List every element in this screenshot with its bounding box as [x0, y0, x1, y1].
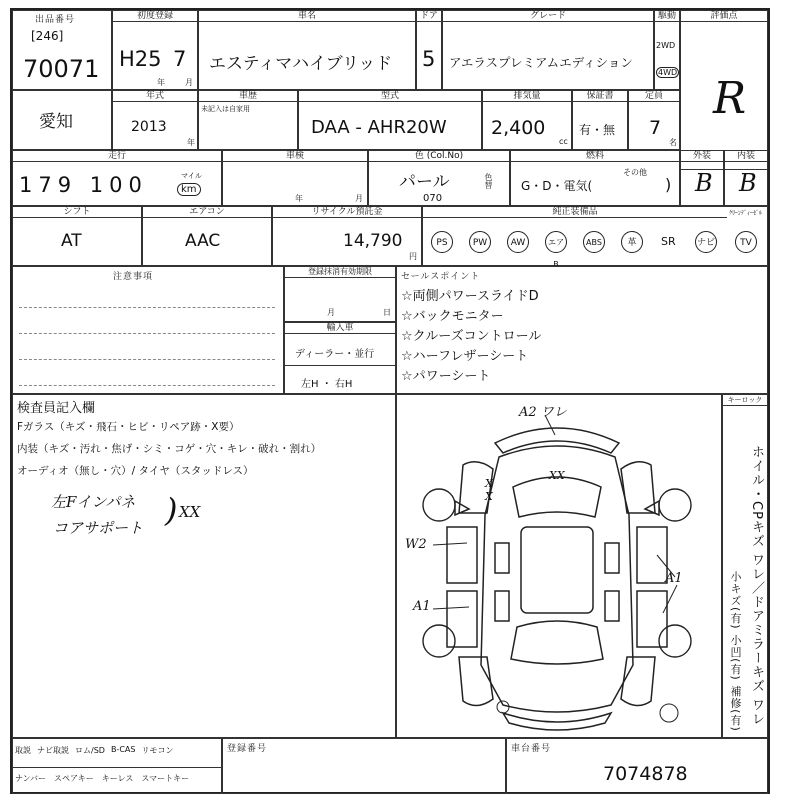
notes-label: 注意事項 [113, 272, 154, 282]
color-change-label: 色替 [484, 173, 493, 189]
inspector-cell [12, 394, 396, 738]
footer-bottom-row [15, 773, 221, 784]
mark-front: A2 ワレ [519, 405, 567, 420]
model-year-value: 2013 [131, 119, 167, 135]
deadline-day: 日 [383, 308, 391, 317]
shift-label: シフト [13, 207, 141, 218]
vehicle-history-sub: 未記入は自家用 [201, 105, 250, 113]
exterior-value: B [695, 169, 713, 197]
fuel-other: その他 [623, 168, 647, 177]
first-reg-year-unit: 年 [157, 78, 165, 87]
drive-label: 駆動 [655, 11, 679, 22]
displacement-unit: cc [559, 137, 568, 146]
import-divider [285, 365, 395, 366]
warranty-cell [572, 90, 628, 150]
drive-cell [654, 10, 680, 90]
color-label: 色 (Col.No) [369, 151, 509, 162]
lot-code: [246] [31, 29, 64, 43]
model-year-unit: 年 [187, 138, 195, 147]
equip-airbag: エアB [545, 231, 567, 253]
aircon-cell [142, 206, 272, 266]
color-cell [368, 150, 510, 206]
vehicle-history-cell [198, 90, 298, 150]
fuel-value: G・D・電気( [521, 179, 593, 193]
score-label: 評価点 [681, 11, 767, 22]
model-label: 型式 [299, 91, 481, 102]
recycle-value: 14,790 [343, 231, 403, 251]
displacement-value: 2,400 [491, 117, 546, 139]
car-diagram-cell [396, 394, 722, 738]
inspection-label: 車検 [223, 151, 367, 162]
lot-number: 70071 [23, 55, 100, 83]
footer-item-navi-manual: ナビ取説 [37, 746, 69, 755]
sales-point-3: ☆クルーズコントロール [401, 329, 542, 344]
exterior-cell [680, 150, 724, 206]
fuel-cell [510, 150, 680, 206]
equipment-extra-label: ｸﾘｰﾝﾃﾞｨｰｾﾞﾙ [729, 210, 763, 217]
import-handle: 左H ・ 右H [301, 379, 353, 390]
inspection-year-unit: 年 [295, 194, 303, 203]
mileage-label: 走行 [13, 151, 221, 162]
equip-pw: PW [469, 231, 491, 253]
score-cell [680, 10, 768, 170]
equip-aw: AW [507, 231, 529, 253]
chassis-value: 7074878 [603, 763, 688, 785]
recycle-label: リサイクル預託金 [273, 207, 421, 218]
first-reg-month: 7 [173, 47, 187, 71]
first-reg-era: H25 [119, 47, 162, 71]
doors-value: 5 [422, 47, 436, 71]
mark-right: A1 [665, 571, 683, 586]
car-name-value: エスティマハイブリッド [209, 54, 393, 74]
auction-sheet [10, 8, 770, 794]
footer-item-manual: 取説 [15, 746, 31, 755]
capacity-value: 7 [649, 117, 662, 139]
import-label: 輸入車 [285, 323, 395, 334]
equipment-label: 純正装備品 [423, 207, 727, 218]
sales-points-label: セールスポイント [401, 272, 481, 282]
mileage-unit-top: マイル [181, 172, 202, 180]
notes-line-3 [19, 359, 275, 360]
sales-points-cell [396, 266, 768, 394]
equip-ps: PS [431, 231, 453, 253]
mark-x-front: XX [549, 469, 565, 482]
footer-item-rom: ロム/SD [75, 746, 105, 755]
model-cell [298, 90, 482, 150]
inspector-handwritten-mark: XX [179, 503, 201, 521]
equip-tv: TV [735, 231, 757, 253]
import-value: ディーラー・並行 [295, 349, 375, 360]
equipment-cell [422, 206, 768, 269]
model-year-cell [112, 90, 198, 150]
model-value: DAA - AHR20W [311, 117, 447, 138]
warranty-label: 保証書 [573, 91, 627, 102]
region-cell [12, 90, 112, 150]
score-value: R [713, 73, 747, 124]
sales-point-5: ☆パワーシート [401, 369, 491, 384]
drive-2wd: 2WD [656, 41, 676, 50]
chassis-cell [506, 738, 768, 794]
chassis-label: 車台番号 [511, 744, 552, 754]
import-cell [284, 322, 396, 394]
equip-abs: ABS [583, 231, 605, 253]
doors-label: ドア [417, 11, 441, 22]
deadline-month: 月 [327, 308, 335, 317]
recycle-unit: 円 [409, 252, 417, 261]
recycle-cell [272, 206, 422, 266]
footer-mid-line [13, 767, 221, 768]
footer-item-number: ナンバー [15, 774, 47, 783]
capacity-cell [628, 90, 680, 150]
interior-label: 内装 [725, 151, 767, 162]
mark-left-2: A1 [413, 599, 431, 614]
footer-item-bcas: B-CAS [110, 745, 136, 754]
keylock-cell [722, 394, 768, 738]
color-code: 070 [423, 193, 443, 204]
notes-cell [12, 266, 284, 394]
inspector-bracket: ) [165, 491, 178, 529]
lot-label: 出品番号 [35, 15, 76, 25]
capacity-unit: 名 [669, 138, 677, 147]
first-reg-cell [112, 10, 198, 90]
grade-label: グレード [443, 11, 653, 22]
interior-value: B [739, 169, 757, 197]
doors-cell [416, 10, 442, 90]
footer-item-spare-key: スペアキー [54, 774, 94, 783]
lot-cell [12, 10, 112, 90]
mileage-unit: km [177, 183, 201, 196]
exterior-label: 外装 [681, 151, 723, 162]
side-note-1: ホイル・CPキズ ワレ／ドアミラーキズ ワレ [749, 445, 764, 727]
reg-number-label: 登録番号 [227, 744, 268, 754]
mileage-cell [12, 150, 222, 206]
car-diagram [397, 395, 721, 737]
notes-line-1 [19, 307, 275, 308]
footer-item-remote: リモコン [141, 746, 174, 755]
capacity-label: 定員 [629, 91, 679, 102]
footer-item-smart-key: スマートキー [141, 774, 190, 783]
equip-sr: SR [661, 235, 676, 248]
footer-items-cell [12, 738, 222, 794]
aircon-value: AAC [185, 231, 221, 251]
drive-4wd: 4WD [658, 68, 678, 77]
grade-value: アエラスプレミアムエディション [449, 55, 633, 70]
car-name-label: 車名 [199, 11, 415, 22]
reg-number-cell [222, 738, 506, 794]
sales-point-4: ☆ハーフレザーシート [401, 349, 529, 364]
mark-left-1: W2 [405, 537, 427, 552]
grade-cell [442, 10, 654, 90]
equip-leather: 革 [621, 231, 643, 253]
first-reg-month-unit: 月 [185, 78, 193, 87]
equip-navi: ナビ [695, 231, 717, 253]
deadline-label: 登録抹消有効期限 [285, 267, 395, 278]
fuel-label: 燃料 [511, 151, 679, 162]
inspection-month-unit: 月 [355, 194, 363, 203]
aircon-label: エアコン [143, 207, 271, 218]
vehicle-history-label: 車歴 [199, 91, 297, 102]
keylock-label: キーロック [723, 395, 767, 406]
shift-cell [12, 206, 142, 266]
inspector-label: 検査員記入欄 [17, 401, 96, 416]
inspector-handwritten-2: コアサポート [53, 519, 144, 537]
fuel-close: ) [665, 175, 672, 194]
mileage-value: 179 100 [19, 173, 148, 197]
inspection-cell [222, 150, 368, 206]
sales-point-2: ☆バックモニター [401, 309, 504, 324]
interior-cell [724, 150, 768, 206]
inspector-line-1: Fガラス（キズ・飛石・ヒビ・リペア跡・X要） [17, 421, 240, 433]
model-year-label: 年式 [113, 91, 197, 102]
displacement-cell [482, 90, 572, 150]
warranty-value: 有・無 [579, 123, 616, 137]
footer-item-keyless: キーレス [101, 774, 134, 783]
footer-top-row [15, 745, 221, 756]
deadline-cell [284, 266, 396, 322]
side-note-2: 小キズ(有) 小凹(有) 補修(有) [729, 571, 742, 732]
color-value: パール [399, 172, 450, 192]
displacement-label: 排気量 [483, 91, 571, 102]
inspector-line-2: 内装（キズ・汚れ・焦げ・シミ・コゲ・穴・キレ・破れ・割れ） [17, 443, 322, 455]
notes-line-4 [19, 385, 275, 386]
mark-x-left: X X [485, 477, 493, 503]
notes-line-2 [19, 333, 275, 334]
region-value: 愛知 [39, 112, 73, 132]
first-reg-label: 初度登録 [113, 11, 197, 22]
inspector-handwritten-1: 左Fインパネ [51, 493, 136, 511]
sales-point-1: ☆両側パワースライドD [401, 289, 539, 304]
car-name-cell [198, 10, 416, 90]
shift-value: AT [61, 231, 82, 251]
inspector-line-3: オーディオ（無し・穴）/ タイヤ（スタッドレス） [17, 465, 254, 477]
